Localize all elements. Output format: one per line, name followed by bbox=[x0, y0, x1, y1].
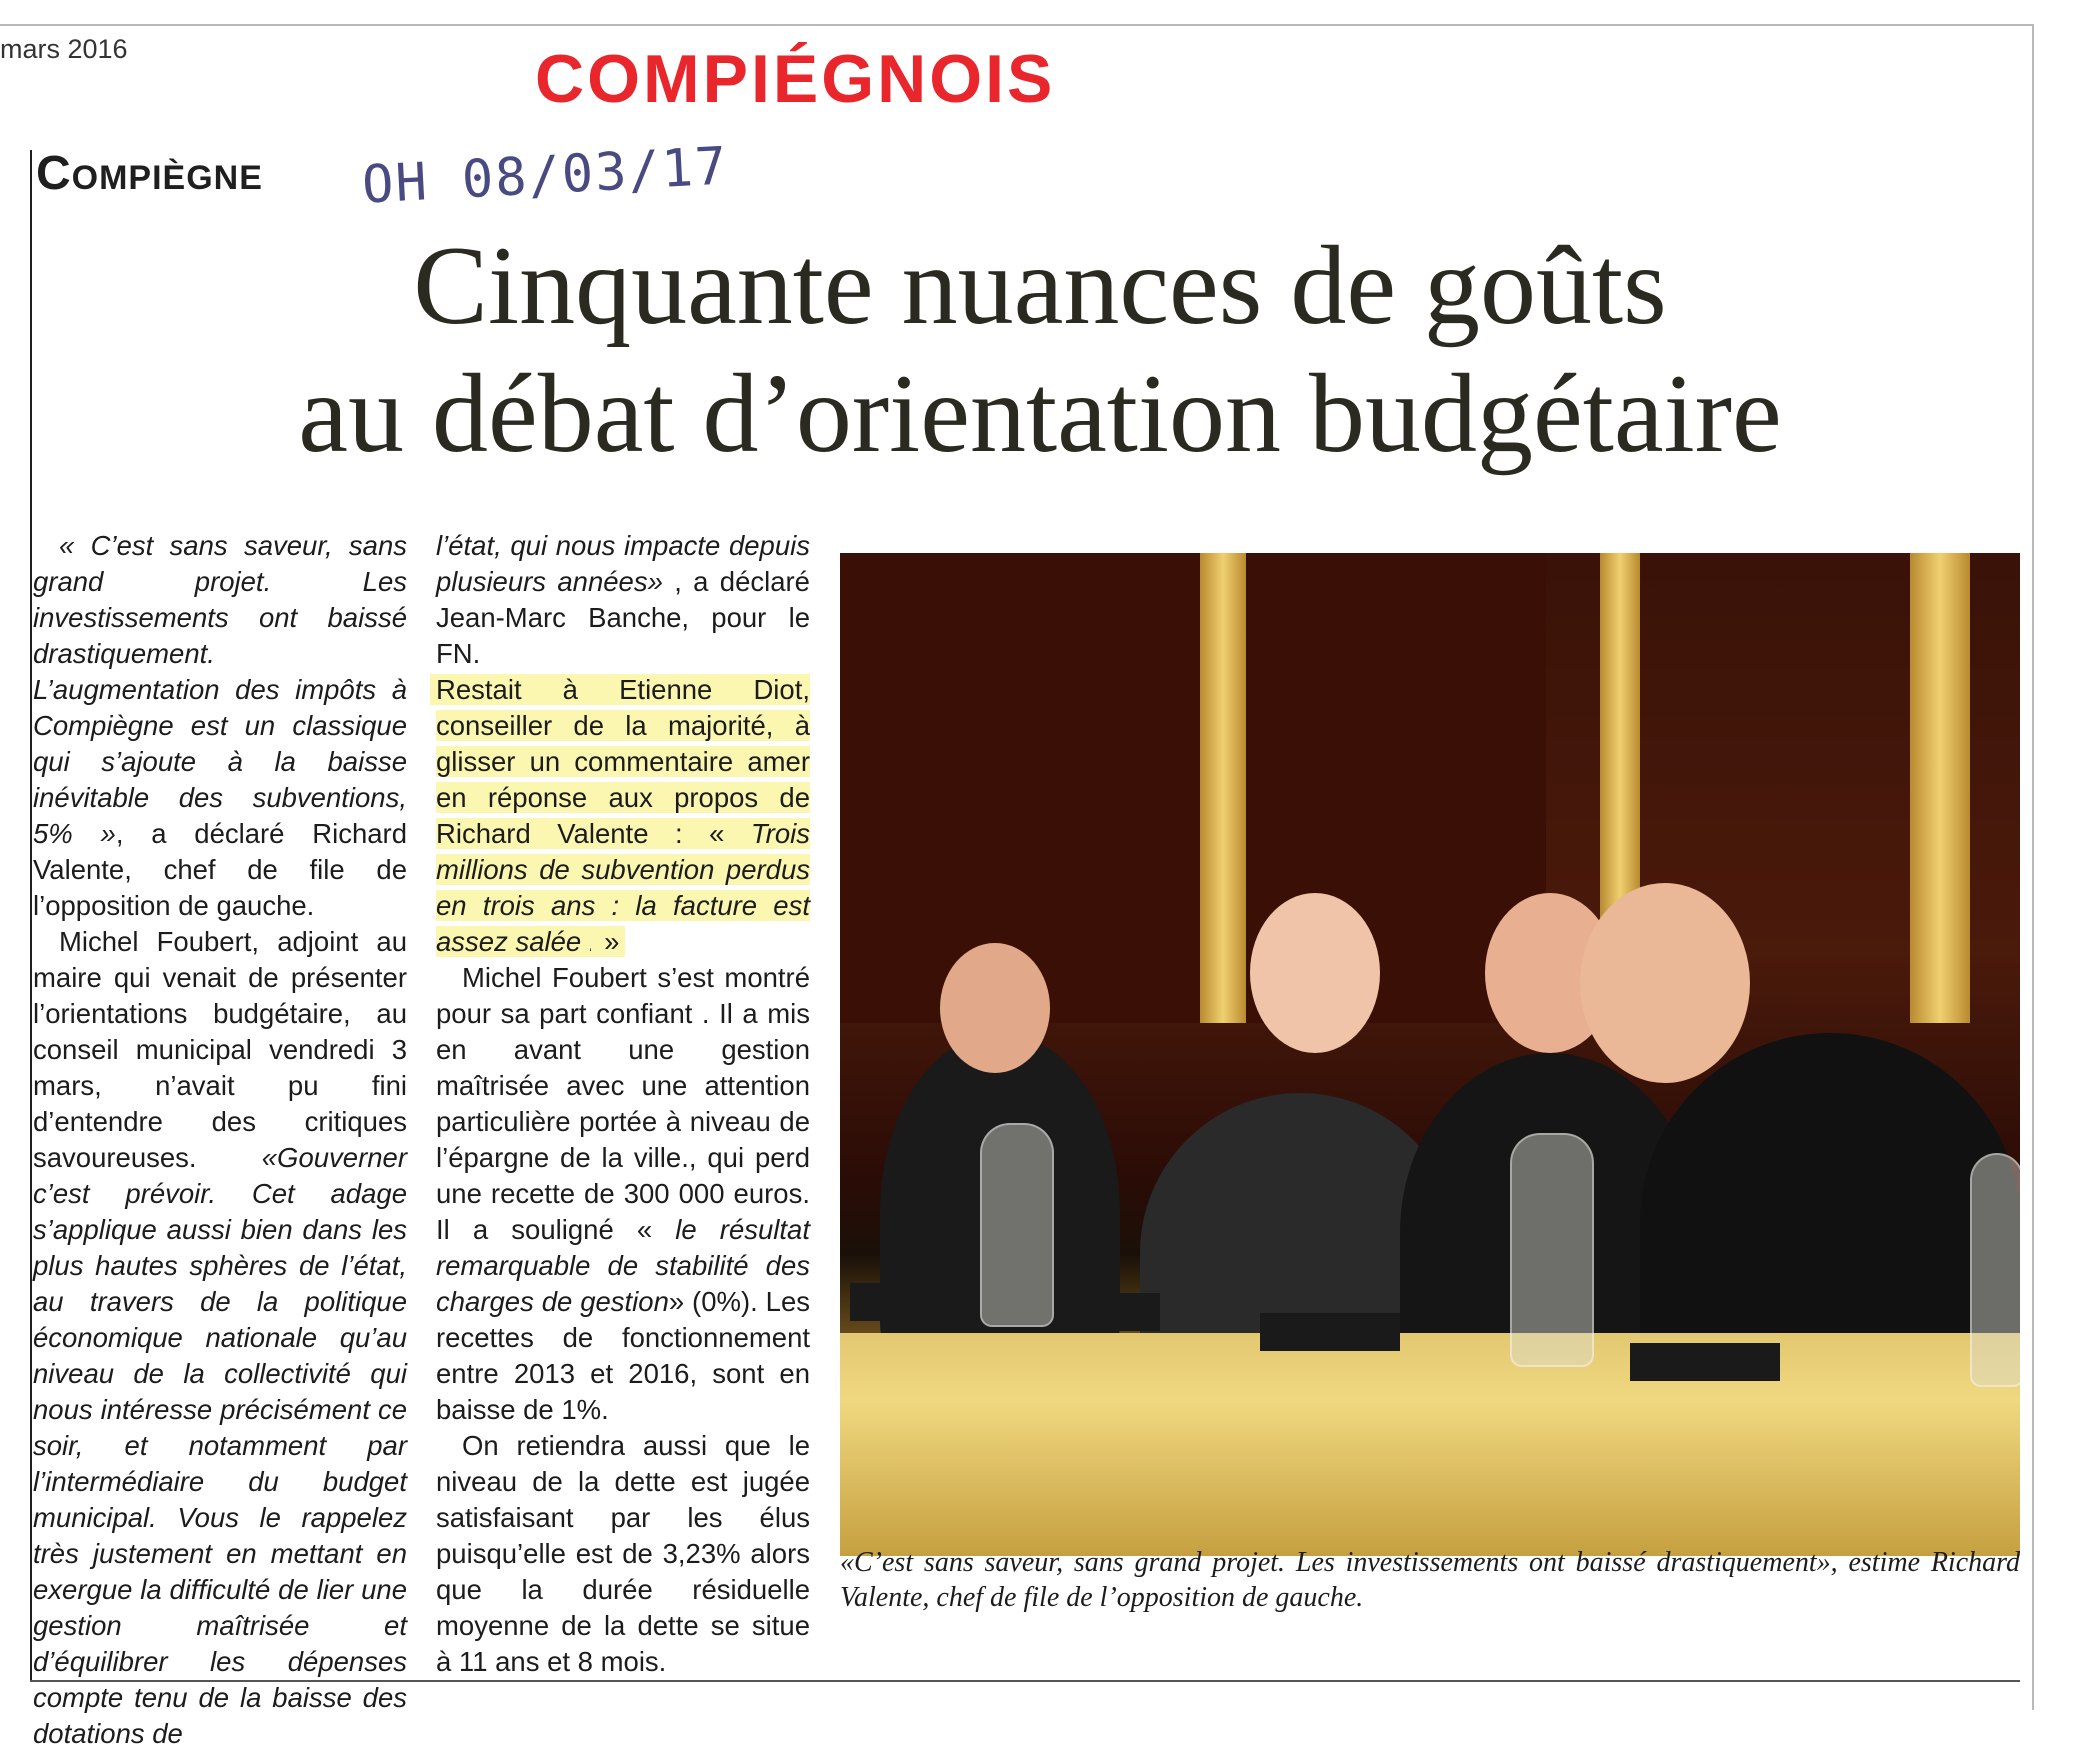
article-column-2 bbox=[436, 528, 810, 1680]
page-frame-right bbox=[2032, 24, 2034, 1710]
headline-line-1: Cinquante nuances de goûts bbox=[413, 224, 1667, 348]
photo-caption: «C’est sans saveur, sans grand projet. Les investissements ont baissé drastiquement», estime Richard Valente, chef de file de l’opposition de gauche. bbox=[840, 1547, 2020, 1613]
quote-text: «Gouverner c’est prévoir. Cet adage s’applique aussi bien dans les plus hautes sphères de l’état, au travers de la politique économique nationale qu’au niveau de la collectivité qui nous intéresse précisément ce soir, et notamment par l’intermédiaire du budget municipal. Vous le rappelez très justement en mettant en exergue la difficulté de lier une gestion maîtrisée et d’équilibrer les dépenses compte tenu de la baisse des dotations de bbox=[33, 1142, 407, 1749]
highlight-text-end: » bbox=[596, 926, 620, 957]
quote-text: le résultat remarquable de stabilité des charges de gestion bbox=[436, 1214, 810, 1317]
section-title: COMPIÉGNOIS bbox=[535, 41, 1056, 117]
paragraph-text: , a déclaré Jean-Marc Banche, pour le FN. bbox=[436, 566, 810, 669]
photo-person-head bbox=[1580, 883, 1750, 1083]
photo-carafe bbox=[1970, 1153, 2020, 1387]
photo-pillar bbox=[1200, 553, 1246, 1023]
headline bbox=[60, 222, 2020, 478]
photo-name-plate bbox=[1260, 1313, 1400, 1351]
paragraph-text: » (0%). Les recettes de fonctionnement entre 2013 et 2016, sont en baisse de 1%. bbox=[436, 1286, 810, 1425]
highlight-quote: Trois millions de subvention perdus en trois ans : la facture est assez salée ! bbox=[436, 818, 810, 957]
page-frame-top bbox=[0, 24, 2034, 26]
council-photo bbox=[840, 553, 2020, 1556]
highlight-text: Restait à Etienne Diot, conseiller de la majorité, à glisser un commentaire amer en réponse aux propos de Richard Valente : « bbox=[436, 674, 810, 849]
quote-text: « C’est sans saveur, sans grand projet. Les investissements ont baissé drastiquement. L’augmentation des impôts à Compiègne est un classique qui s’ajoute à la baisse inévitable des subventions, 5% » bbox=[33, 530, 407, 849]
paragraph bbox=[33, 924, 407, 1752]
photo-carafe bbox=[980, 1123, 1054, 1327]
paragraph-text: Michel Foubert s’est montré pour sa part confiant . Il a mis en avant une gestion maîtrisée avec une attention particulière portée à niveau de l’épargne de la ville., qui perd une recette de 300 000 euros. Il a souligné « bbox=[436, 962, 810, 1245]
paragraph bbox=[436, 1428, 810, 1680]
photo-person-head bbox=[940, 943, 1050, 1073]
photo-carafe bbox=[1510, 1133, 1594, 1367]
photo-name-plate bbox=[850, 1283, 930, 1321]
photo-name-plate bbox=[1630, 1343, 1780, 1381]
locality-label: Compiègne bbox=[36, 147, 263, 200]
photo-person-head bbox=[1250, 893, 1380, 1053]
paragraph bbox=[33, 528, 407, 924]
paragraph-text: , a déclaré Richard Valente, chef de file de l’opposition de gauche. bbox=[33, 818, 407, 921]
paragraph bbox=[436, 960, 810, 1428]
quote-text: l’état, qui nous impacte depuis plusieurs années» bbox=[436, 530, 810, 597]
paragraph bbox=[436, 528, 810, 672]
photo-name-plate bbox=[1050, 1293, 1160, 1331]
paragraph-text: On retiendra aussi que le niveau de la dette est jugée satisfaisant par les élus puisqu’elle est de 3,23% alors que la durée résiduelle moyenne de la dette se situe à 11 ans et 8 mois. bbox=[436, 1430, 810, 1677]
article-left-rule bbox=[30, 150, 32, 1680]
page-date: mars 2016 bbox=[0, 34, 128, 64]
highlighted-paragraph bbox=[436, 672, 810, 960]
paragraph-text: Michel Foubert, adjoint au maire qui venait de présenter l’orientations budgétaire, au conseil municipal vendredi 3 mars, n’avait pu fini d’entendre des critiques savoureuses. bbox=[33, 926, 407, 1173]
photo-table bbox=[840, 1333, 2020, 1556]
article-column-1 bbox=[33, 528, 407, 1752]
headline-line-2: au débat d’orientation budgétaire bbox=[298, 352, 1782, 476]
handwritten-date-stamp: OH 08/03/17 bbox=[360, 136, 730, 216]
photo-pillar bbox=[1910, 553, 1970, 1023]
